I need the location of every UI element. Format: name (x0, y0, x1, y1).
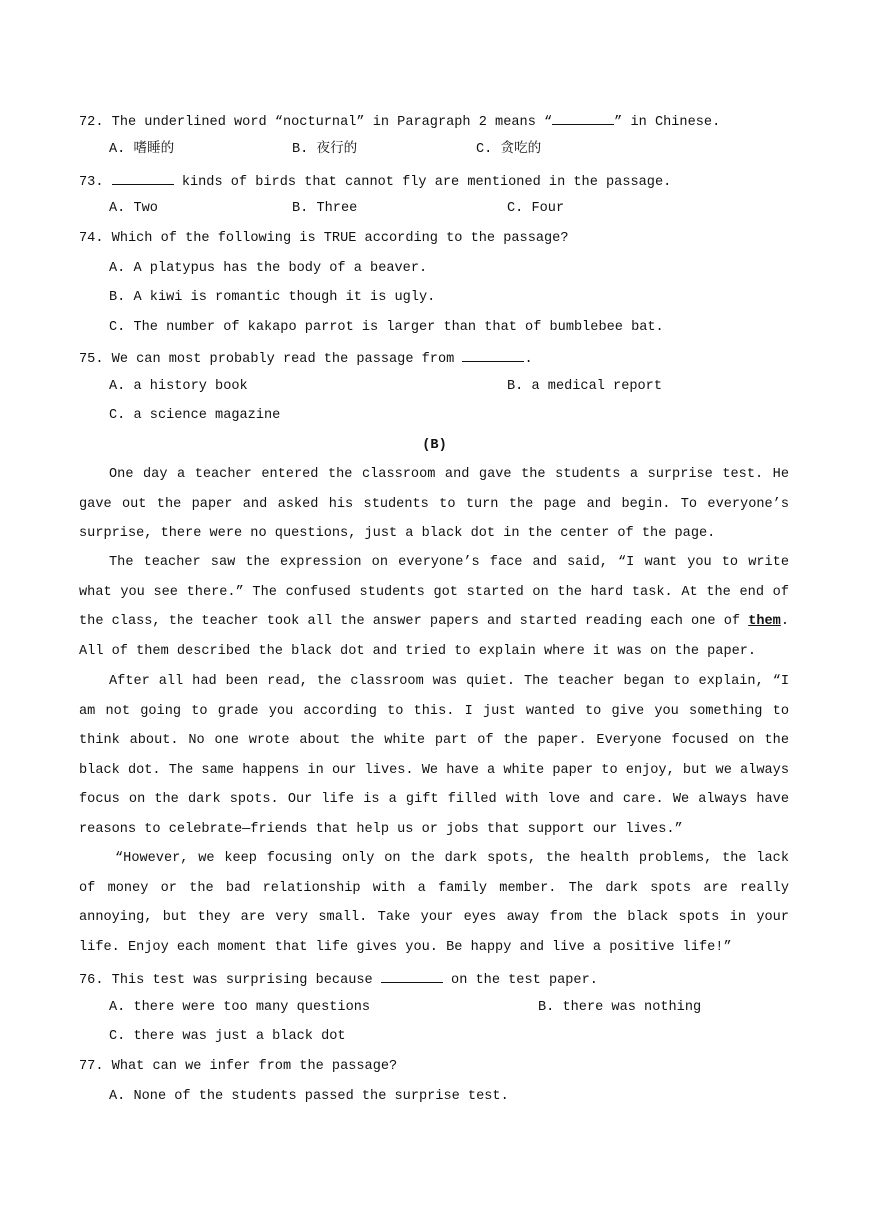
passage-paragraph-2 (79, 548, 789, 666)
question-text-end: on the test paper. (451, 973, 598, 988)
question-number: 77. (79, 1059, 104, 1074)
option-b: B. Three (292, 201, 358, 216)
option-a: A. 嗜睡的 (109, 142, 175, 157)
passage-paragraph-4: “However, we keep focusing only on the dark spots, the health problems, the lack of money or the bad relationship with a family member. The dark spots are really annoying, but they are very small. Take your eyes away from the black spots in your life. Enjoy each moment that life gives you. Be happy and live a positive life!” (79, 851, 789, 955)
option-b: B. a medical report (507, 379, 662, 394)
option-a: A. None of the students passed the surprise test. (109, 1089, 509, 1104)
section-heading: (B) (422, 438, 447, 453)
option-b: B. A kiwi is romantic though it is ugly. (109, 290, 436, 305)
question-72 (79, 111, 720, 132)
question-text: The underlined word “nocturnal” in Paragraph 2 means “ (111, 115, 553, 130)
underlined-word: them (748, 614, 781, 629)
option-c: C. there was just a black dot (109, 1029, 346, 1044)
question-number: 75. (79, 352, 104, 367)
paragraph-text: The teacher saw the expression on everyone’s face and said, “I want you to write what you see there.” The confused students got started on the hard task. At the end of the class, the teacher took all the answer papers and started reading each one of (79, 555, 789, 629)
option-a: A. there were too many questions (109, 1000, 371, 1015)
answer-blank (381, 969, 443, 983)
question-74 (79, 230, 568, 248)
answer-blank (462, 348, 524, 362)
paragraph-text-end: . All of them described the black dot and tried to explain where it was on the paper. (79, 614, 789, 659)
option-c: C. The number of kakapo parrot is larger than that of bumblebee bat. (109, 320, 664, 335)
option-c: C. a science magazine (109, 408, 281, 423)
option-c: C. Four (507, 201, 565, 216)
question-76 (79, 969, 598, 990)
question-number: 72. (79, 115, 104, 130)
question-text: What can we infer from the passage? (111, 1059, 398, 1074)
question-text: kinds of birds that cannot fly are mentioned in the passage. (181, 175, 672, 190)
question-text: This test was surprising because (111, 973, 373, 988)
answer-blank (552, 111, 614, 125)
option-a: A. Two (109, 201, 158, 216)
question-text: Which of the following is TRUE according to the passage? (111, 231, 569, 246)
question-73 (79, 171, 671, 192)
option-a: A. A platypus has the body of a beaver. (109, 261, 428, 276)
question-number: 74. (79, 231, 104, 246)
passage-paragraph-3: After all had been read, the classroom was quiet. The teacher began to explain, “I am not going to grade you according to this. I just wanted to give you something to think about. No one wrote about the white part of the paper. Everyone focused on the black dot. The same happens in our lives. We have a white paper to enjoy, but we always focus on the dark spots. Our life is a gift filled with love and care. We always have reasons to celebrate—friends that help us or jobs that support our lives.” (79, 674, 789, 837)
option-a: A. a history book (109, 379, 248, 394)
passage-paragraph-1: One day a teacher entered the classroom and gave the students a surprise test. He gave out the paper and asked his students to turn the page and begin. To everyone’s surprise, there were no questions, just a black dot in the center of the page. (79, 467, 789, 541)
question-75 (79, 348, 533, 369)
question-text: We can most probably read the passage from (111, 352, 455, 367)
option-c: C. 贪吃的 (476, 142, 542, 157)
question-77 (79, 1058, 397, 1076)
question-number: 73. (79, 175, 104, 190)
question-text-end: . (524, 352, 533, 367)
answer-blank (112, 171, 174, 185)
question-number: 76. (79, 973, 104, 988)
option-b: B. 夜行的 (292, 142, 358, 157)
option-b: B. there was nothing (538, 1000, 702, 1015)
question-text-end: ” in Chinese. (614, 115, 721, 130)
